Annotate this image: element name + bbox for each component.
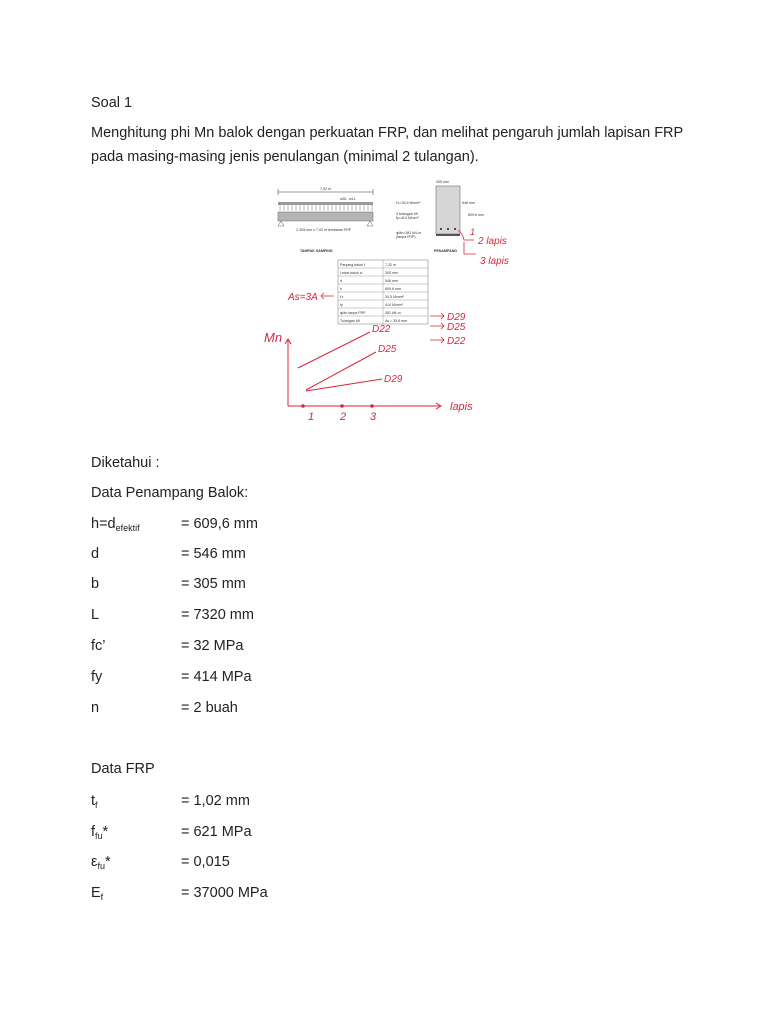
var-n-value: = 2 buah — [181, 700, 238, 716]
table-cell: 609,6 mm — [385, 287, 401, 291]
beam-side-view — [278, 187, 373, 253]
var-h-label: $h=d_{efektif}$ — [91, 516, 140, 533]
var-ffu-value: = 621 MPa — [181, 824, 252, 840]
x-tick-3: 3 — [370, 411, 377, 423]
table-cell: h — [340, 287, 342, 291]
line-d25: D25 — [378, 344, 397, 355]
var-n-label: n — [91, 700, 100, 716]
frp-note: 2-305 mm x 7,02 m lembaran FRP — [296, 228, 352, 232]
table-cell: As = 35,6 mm — [385, 319, 408, 323]
var-ffu-label: $f_{fu}*$ — [91, 824, 109, 841]
var-ef-value: = 37000 MPa — [181, 885, 268, 901]
var-b-value: = 305 mm — [181, 576, 246, 592]
table-cell: 7,32 m — [385, 263, 396, 267]
var-d-value: = 546 mm — [181, 546, 246, 562]
layer-3-label: 3 lapis — [480, 256, 509, 267]
table-cell: 414 N/mm² — [385, 303, 403, 307]
x-tick-1: 1 — [308, 411, 315, 423]
note-no-frp: (tanpa FRP) — [396, 235, 416, 239]
table-cell: 34,5 N/mm² — [385, 295, 404, 299]
var-l-label: L — [91, 607, 100, 623]
known-heading: Diketahui : — [91, 455, 160, 471]
span-label: 7,32 m — [320, 187, 331, 191]
x-tick-2: 2 — [340, 411, 347, 423]
problem-description: Menghitung phi Mn balok dengan perkuatan FRP, dan melihat pengaruh jumlah lapisan FRP pada masing-masing jenis penulangan (minimal 2 tulangan). — [91, 125, 683, 165]
var-b-label: b — [91, 576, 100, 592]
x-axis-label: lapis — [450, 401, 473, 413]
var-l-value: = 7320 mm — [181, 607, 254, 623]
line-d29: D29 — [384, 374, 403, 385]
var-efu-label: $\varepsilon_{fu}*$ — [91, 854, 111, 871]
table-cell: fy — [340, 303, 343, 307]
legend-d22: D22 — [447, 336, 466, 347]
section-width: 305 mm — [436, 180, 449, 184]
note-bars: 3 tulangan #9 — [396, 212, 418, 216]
var-tf-value: = 1,02 mm — [181, 793, 250, 809]
var-fy-label: fy — [91, 669, 103, 685]
layer-2-label: 2 lapis — [478, 236, 507, 247]
line-d22: D22 — [372, 324, 391, 335]
cross-section — [396, 180, 484, 253]
side-view-caption: TAMPAK SAMPING — [300, 249, 333, 253]
table-cell: φMn tanpa FRP — [340, 311, 366, 315]
var-fc-label: fc’ — [91, 638, 106, 654]
table-cell: Panjang balok ℓ — [340, 263, 365, 267]
beam-figure — [258, 172, 528, 442]
section-data-heading: Data Penampang Balok: — [91, 485, 249, 501]
load-label: wDL, wLL — [340, 197, 356, 201]
frp-data-heading: Data FRP — [91, 761, 155, 777]
note-phimn: φMn=381 kN-m — [396, 231, 421, 235]
var-fy-value: = 414 MPa — [181, 669, 252, 685]
section-caption: PENAMPANG — [434, 249, 458, 253]
var-tf-label: $t_f$ — [91, 793, 98, 810]
note-fy: fy=414 N/mm² — [396, 216, 419, 220]
table-cell: 546 mm — [385, 279, 398, 283]
mn-plot — [264, 324, 473, 423]
var-ef-label: $E_f$ — [91, 885, 104, 902]
table-cell: Lebar balok w — [340, 271, 363, 275]
table-cell: Tulangan #9 — [340, 319, 360, 323]
var-fc-value: = 32 MPa — [181, 638, 244, 654]
note-fc: f'c=34,5 N/mm² — [396, 201, 421, 205]
var-efu-value: = 0,015 — [181, 854, 230, 870]
table-cell: 305 mm — [385, 271, 398, 275]
var-h-value: = 609,6 mm — [181, 516, 258, 532]
y-axis-label: Mn — [264, 330, 283, 345]
table-cell: f'c — [340, 295, 344, 299]
beam-data-table — [287, 260, 428, 324]
load-arrows — [280, 205, 372, 211]
table-cell: d — [340, 279, 342, 283]
as-note: As=3A — [288, 292, 318, 303]
table-cell: 381 kN-m — [385, 311, 401, 315]
layer-annotations — [458, 227, 509, 267]
var-d-label: d — [91, 546, 100, 562]
section-depth-2: 609,6 mm — [468, 213, 484, 217]
section-depth-1: 546 mm — [462, 201, 475, 205]
problem-title: Soal 1 — [91, 95, 133, 111]
beam-figure-svg — [258, 172, 528, 442]
legend-arrows — [430, 312, 466, 347]
legend-d25: D25 — [447, 322, 466, 333]
layer-1-label: 1 — [470, 227, 476, 237]
legend-d29: D29 — [447, 312, 466, 323]
